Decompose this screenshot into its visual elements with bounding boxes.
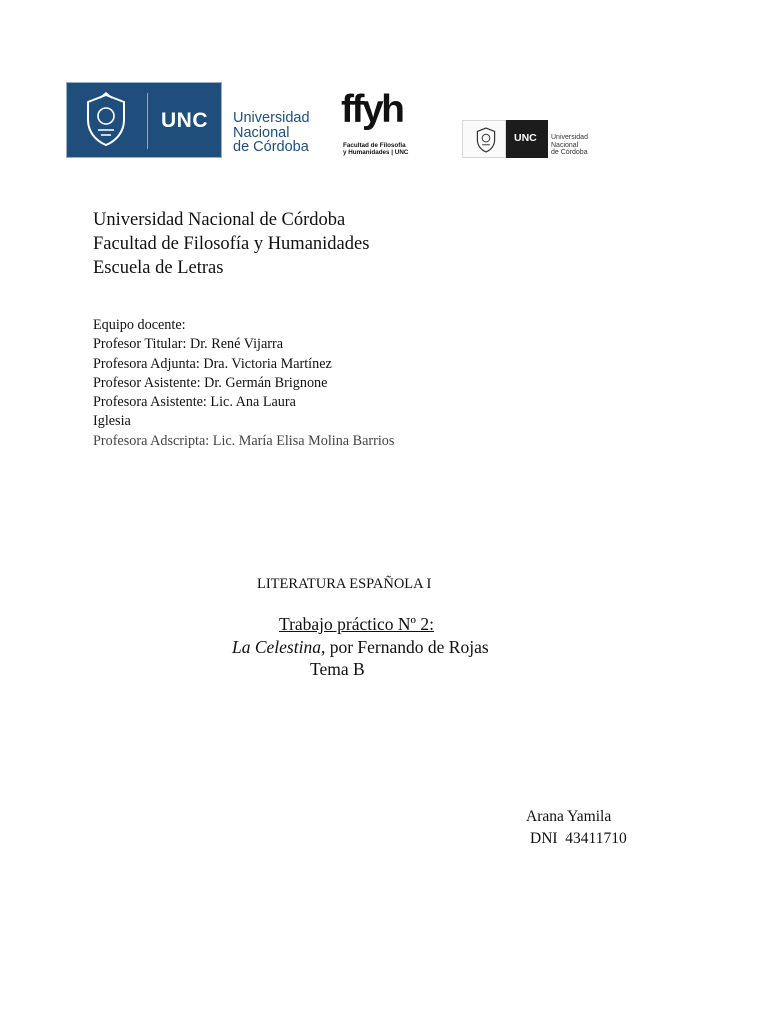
unc-logo-small-name: Universidad Nacional de Córdoba [551,134,588,157]
work-title: La Celestina [232,637,321,657]
ffyh-wordmark: ffyh [341,88,403,131]
student-name: Arana Yamila [526,808,612,825]
staff-line: Profesor Asistente: Dr. Germán Brignone [93,374,328,391]
university-shield-icon [475,126,497,154]
work-author: , por Fernando de Rojas [320,637,489,657]
ffyh-logo [340,86,422,160]
unc-logo-name: Universidad Nacional de Córdoba [233,110,310,155]
student-dni: DNI 43411710 [530,830,627,847]
assignment-subject [232,637,489,658]
staff-label: Equipo docente: [93,317,186,333]
course-title: LITERATURA ESPAÑOLA I [257,576,432,592]
staff-line: Profesora Asistente: Lic. Ana Laura [93,394,296,411]
unc-acronym: UNC [161,109,208,132]
faculty-name: Facultad de Filosofía y Humanidades [93,234,370,254]
staff-line: Profesor Titular: Dr. René Vijarra [93,336,283,353]
unc-logo-small [462,120,594,158]
ffyh-subtitle: Facultad de Filosofía y Humanidades | UNC [343,142,409,156]
university-name: Universidad Nacional de Córdoba [93,210,346,230]
staff-line: Iglesia [93,413,131,430]
unc-logo-blue-panel [66,82,222,158]
institution-heading [93,208,369,280]
unc-acronym-small: UNC [514,132,537,144]
unc-logo-large [66,82,316,158]
assignment-theme: Tema B [310,659,365,679]
school-name: Escuela de Letras [93,258,224,278]
staff-line: Profesora Adscripta: Lic. María Elisa Molina Barrios [93,432,395,449]
assignment-title: Trabajo práctico Nº 2: [279,614,434,634]
teaching-staff [93,316,394,451]
staff-line: Profesora Adjunta: Dra. Victoria Martínez [93,355,332,372]
university-shield-icon [83,92,129,148]
